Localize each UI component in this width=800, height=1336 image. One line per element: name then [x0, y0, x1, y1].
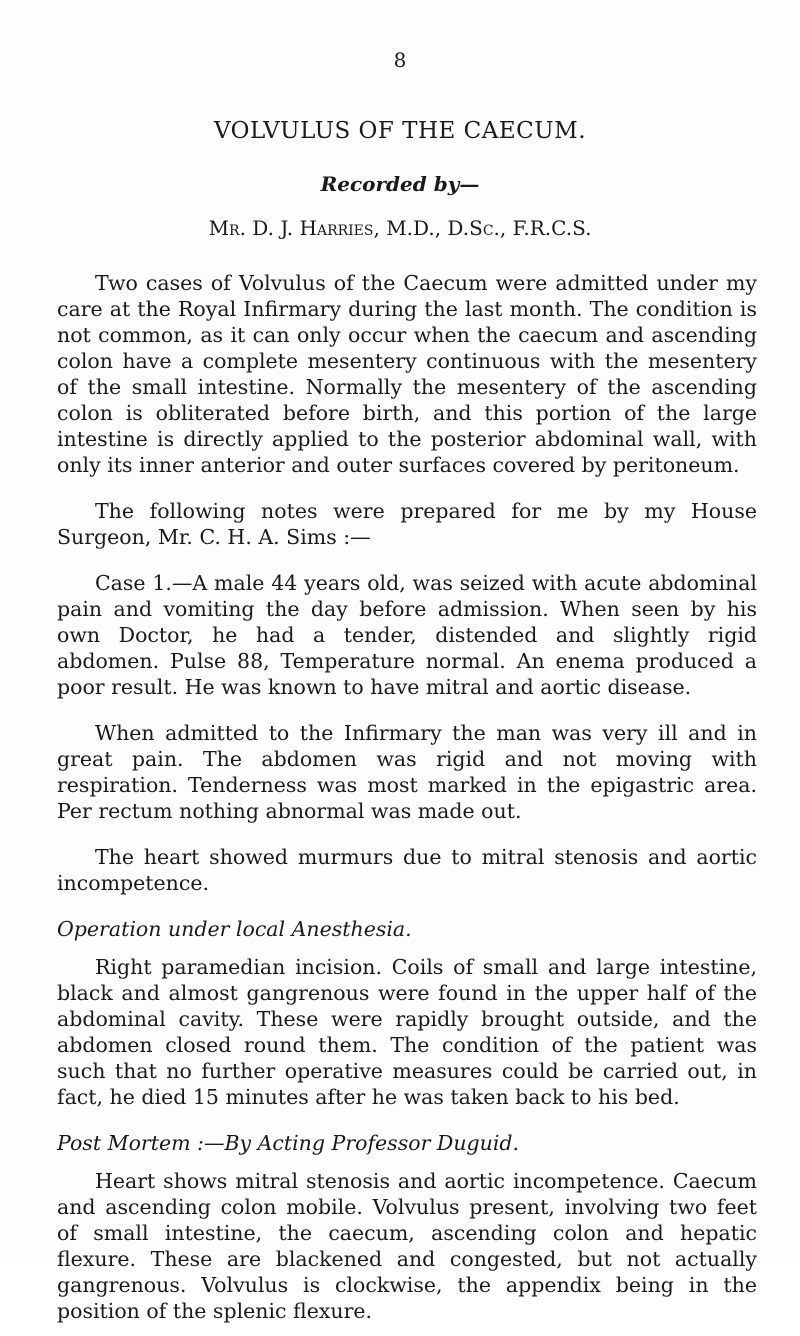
operation-paragraph: Right paramedian incision. Coils of small and large intestine, black and almost gangrenous were found in the upper half of the abdominal cavity. These were rapidly brought outside, and the abdomen closed round them. The condition of the patient was such that no further operative measures could be carried out, in fact, he died 15 minutes after he was taken back to his bed. — [57, 955, 757, 1109]
paragraph-case-1: Case 1.—A male 44 years old, was seized with acute abdominal pain and vomiting the day before admission. When seen by his own Doctor, he had a tender, distended and slightly rigid abdomen. Pulse 88, Temperature normal. An enema produced a poor result. He was known to have mitral and aortic disease. — [57, 571, 757, 699]
paragraph-admission: When admitted to the Infirmary the man was very ill and in great pain. The abdomen was rigid and not moving with respiration. Tenderness was most marked in the epigastric area. Per rectum nothing abnormal was made out. — [57, 721, 757, 823]
page-number: 8 — [393, 48, 407, 72]
postmortem-paragraph: Heart shows mitral stenosis and aortic incompetence. Caecum and ascending colon mobile. Volvulus present, involving two feet of small intestine, the caecum, ascending colon and hepatic flexure. These are blackened and congested, but not actually gangrenous. Volvulus is clockwise, the appendix being in the position of the splenic flexure. — [57, 1169, 757, 1323]
paragraph-intro: Two cases of Volvulus of the Caecum were admitted under my care at the Royal Infirmary during the last month. The condition is not common, as it can only occur when the caecum and ascending colon have a complete mesentery continuous with the mesentery of the small intestine. Normally the mesentery of the ascending colon is obliterated before birth, and this portion of the large intestine is directly applied to the posterior abdominal wall, with only its inner anterior and outer surfaces covered by peritoneum. — [57, 271, 757, 477]
paragraph-notes: The following notes were prepared for me by my House Surgeon, Mr. C. H. A. Sims :— — [57, 499, 757, 549]
paragraph-heart: The heart showed murmurs due to mitral stenosis and aortic incompetence. — [57, 845, 757, 895]
author-line: Mr. D. J. Harries, M.D., D.Sc., F.R.C.S. — [208, 216, 592, 240]
operation-heading: Operation under local Anesthesia. — [57, 917, 412, 941]
recorded-by-label: Recorded by— — [320, 172, 480, 196]
article-title: VOLVULUS OF THE CAECUM. — [213, 118, 587, 144]
article-body — [57, 270, 757, 1336]
postmortem-heading: Post Mortem :—By Acting Professor Duguid. — [57, 1131, 520, 1155]
